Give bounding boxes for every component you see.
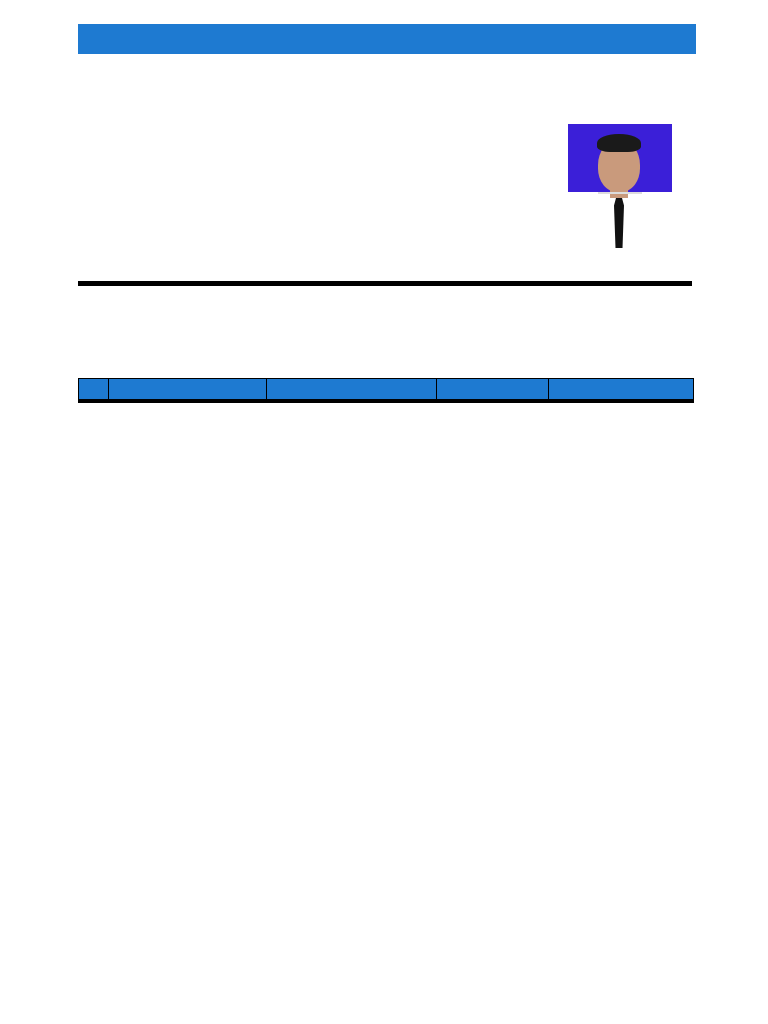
personal-row	[80, 185, 550, 198]
table-row	[79, 285, 692, 286]
column-header	[549, 379, 694, 400]
table-row	[79, 402, 694, 403]
table-cell	[259, 285, 349, 286]
personal-row	[80, 224, 550, 237]
personal-details	[80, 133, 550, 237]
column-header	[437, 379, 549, 400]
personal-row	[80, 211, 550, 224]
table-cell	[487, 285, 692, 286]
table-cell	[349, 285, 487, 286]
table-cell	[79, 402, 109, 403]
title-banner	[78, 24, 696, 54]
personal-row	[80, 146, 550, 159]
personal-row	[80, 172, 550, 185]
table-cell	[267, 402, 437, 403]
profile-photo	[568, 124, 672, 248]
column-header	[109, 379, 267, 400]
table-cell	[549, 402, 694, 403]
traveling-document-table	[78, 281, 692, 286]
column-header	[79, 379, 109, 400]
personal-row	[80, 133, 550, 146]
personal-row	[80, 159, 550, 172]
table-cell	[109, 402, 267, 403]
table-header-row	[79, 379, 694, 400]
table-cell	[79, 285, 109, 286]
competency-table	[78, 378, 694, 403]
personal-row	[80, 198, 550, 211]
table-cell	[437, 402, 549, 403]
table-cell	[109, 285, 259, 286]
column-header	[267, 379, 437, 400]
